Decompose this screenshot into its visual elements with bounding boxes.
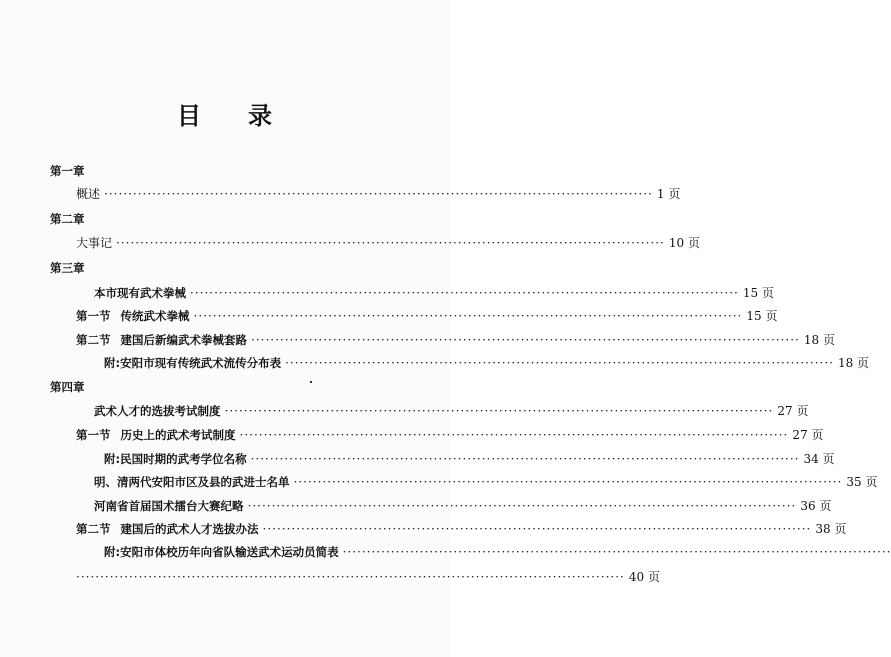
toc-entry-ch4-jinshi-list[interactable] (94, 473, 878, 490)
title-char-1: 目 (177, 102, 202, 130)
toc-entry-overview[interactable] (76, 185, 681, 202)
toc-entry-ch4-sec1[interactable] (76, 426, 824, 443)
toc-entry-ch4-sec2[interactable] (76, 520, 847, 537)
toc-entry-page: 38 页 (815, 522, 847, 536)
dot-leader: ·················································································································· (247, 499, 797, 513)
toc-entry-label: 建国后新编武术拳械套路 (120, 333, 247, 347)
chapter-1-heading: 第一章 (50, 164, 85, 178)
toc-entry-ch4-appendix-2[interactable] (104, 544, 891, 560)
toc-entry-ch4-main[interactable] (94, 402, 809, 419)
toc-entry-ch3-main[interactable] (94, 284, 774, 301)
dot-leader: ·················································································································· (190, 286, 739, 300)
dot-leader: ·················································································································· (239, 428, 789, 442)
dot-leader: ·················································································································· (285, 356, 834, 370)
toc-entry-page: 15 页 (746, 309, 778, 323)
toc-entry-label: 概述 (76, 187, 101, 201)
toc-entry-ch3-appendix[interactable] (104, 354, 870, 371)
toc-entry-label: 本市现有武术拳械 (94, 286, 186, 300)
chapter-2-heading: 第二章 (50, 212, 85, 226)
toc-entry-ch4-appendix-1[interactable] (104, 450, 835, 467)
toc-entry-ch4-appendix-2-cont[interactable] (76, 568, 660, 585)
dot-leader: ·················································································································· (224, 404, 774, 418)
toc-entry-label: 建国后的武术人才选拔办法 (120, 522, 259, 536)
section-number: 第二节 (76, 522, 111, 536)
toc-entry-label: 传统武术拳械 (120, 309, 190, 323)
dot-leader: ·················································································································· (293, 475, 843, 489)
section-number: 第一节 (76, 428, 111, 442)
dot-leader: ·················································································································· (104, 187, 653, 201)
chapter-4-heading: 第四章 (50, 380, 85, 394)
toc-entry-ch3-sec1[interactable] (76, 307, 778, 324)
section-number: 第一节 (76, 309, 111, 323)
toc-entry-page: 36 页 (800, 499, 832, 513)
dot-leader: ·················································································································· (116, 236, 665, 250)
dot-leader: ·················································································································· (251, 333, 800, 347)
toc-entry-label: 附:民国时期的武考学位名称 (104, 452, 247, 466)
toc-entry-ch3-sec2[interactable] (76, 331, 835, 348)
toc-entry-label: 历史上的武术考试制度 (120, 428, 236, 442)
toc-entry-label: 附:安阳市体校历年向省队输送武术运动员简表 (104, 545, 339, 559)
toc-entry-page: 1 页 (656, 187, 681, 201)
toc-entry-page: 10 页 (668, 236, 700, 250)
toc-entry-page: 27 页 (792, 428, 824, 442)
toc-entry-page: 27 页 (777, 404, 809, 418)
print-speck (310, 381, 312, 383)
toc-entry-page: 35 页 (846, 475, 878, 489)
dot-leader: ·················································································································· (262, 522, 812, 536)
page-title (0, 96, 450, 131)
toc-entry-page: 18 页 (803, 333, 835, 347)
dot-leader: ·················································································································· (250, 452, 800, 466)
chapter-3-heading: 第三章 (50, 261, 85, 275)
toc-entry-label: 大事记 (76, 236, 113, 250)
toc-entry-page: 15 页 (742, 286, 774, 300)
section-number: 第二节 (76, 333, 111, 347)
dot-leader: ·················································································································· (76, 570, 625, 584)
toc-entry-label: 附:安阳市现有传统武术流传分布表 (104, 356, 282, 370)
toc-entry-label: 河南省首届国术擂台大赛纪略 (94, 499, 244, 513)
toc-entry-label: 武术人才的选拔考试制度 (94, 404, 221, 418)
title-char-2: 录 (248, 102, 273, 130)
dot-leader: ·················································································································· (193, 309, 743, 323)
toc-entry-label: 明、清两代安阳市区及县的武进士名单 (94, 475, 290, 489)
toc-entry-chronicle[interactable] (76, 234, 700, 251)
toc-entry-page: 34 页 (803, 452, 835, 466)
toc-entry-ch4-tournament[interactable] (94, 497, 832, 514)
toc-entry-page: 40 页 (628, 570, 660, 584)
toc-entry-page: 18 页 (837, 356, 870, 370)
dot-leader: ·················································································································· (342, 545, 891, 559)
